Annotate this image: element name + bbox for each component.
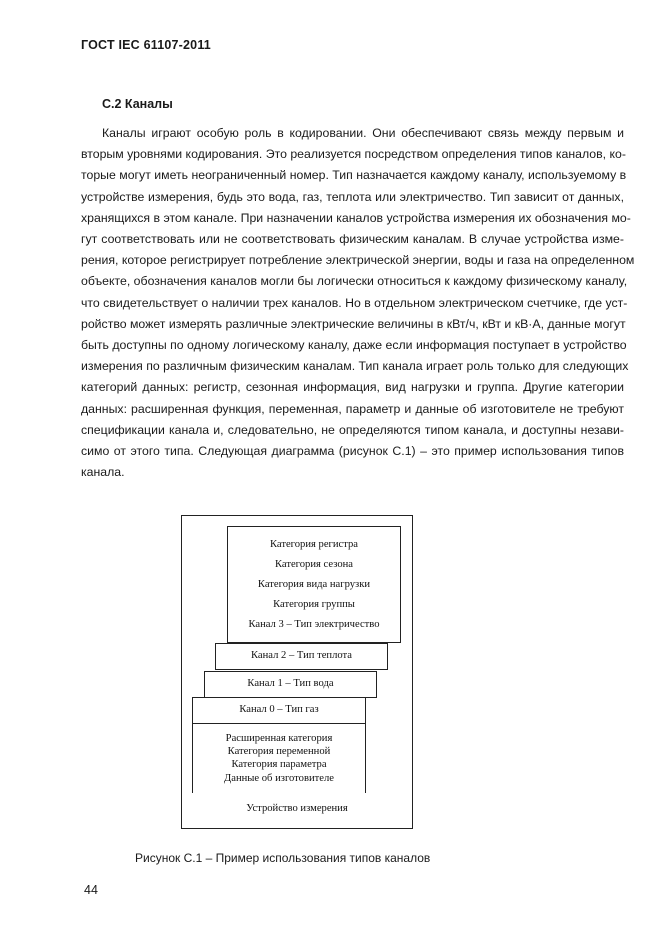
paragraph-line: Каналы играют особую роль в кодировании. Они обеспечивают связь между первым и — [102, 126, 624, 140]
paragraph-line: канала. — [81, 465, 125, 480]
extended-category-item: Категория переменной — [227, 746, 331, 758]
paragraph-line: симо от этого типа. Следующая диаграмма (рисунок C.1) – это пример использования типов — [81, 444, 624, 459]
paragraph-line: устройстве измерения, будь это вода, газ, теплота или электричество. Тип зависит от данных, — [81, 189, 624, 204]
extended-categories — [193, 732, 365, 785]
channel-3-categories — [228, 535, 400, 635]
paragraph-line: ройство может измерять различные электрические величины в кВт/ч, кВт и кВ·А, данные могут — [81, 316, 626, 331]
channel-3-label: Канал 3 – Тип электричество — [248, 619, 380, 630]
channel-0-box — [192, 697, 366, 793]
channel-3-box — [227, 526, 401, 643]
paragraph-line: что свидетельствует о наличии трех каналов. Но в отдельном электрическом счетчике, где уст- — [81, 295, 628, 310]
category-item: Категория сезона — [274, 559, 353, 570]
channel-2-box — [215, 643, 388, 670]
paragraph-line: измерения по различным физическим каналам. Тип канала играет роль только для следующих — [81, 359, 629, 374]
paragraph-line: гут соответствовать или не соответствовать физическим каналам. В случае устройства изме- — [81, 232, 624, 247]
channel-0-divider — [193, 723, 365, 724]
paragraph-line: данных: расширенная функция, переменная, параметр и данные об изготовителе не требуют — [81, 401, 624, 416]
paragraph-line: вторым уровнями кодирования. Это реализуется посредством определения типов каналов, ко- — [81, 147, 626, 162]
channel-1-box — [204, 671, 377, 698]
category-item: Категория группы — [273, 599, 355, 610]
channel-2-label: Канал 2 – Тип теплота — [250, 650, 353, 661]
extended-category-item: Категория параметра — [231, 759, 327, 771]
extended-category-item: Расширенная категория — [225, 733, 333, 744]
device-label: Устройство измерения — [246, 803, 348, 814]
channel-0-label: Канал 0 – Тип газ — [239, 704, 319, 715]
channel-diagram — [181, 515, 413, 829]
figure-caption: Рисунок C.1 – Пример использования типов каналов — [135, 851, 431, 865]
paragraph-line: торые могут иметь неограниченный номер. Тип назначается каждому каналу, используемому в — [81, 168, 627, 183]
paragraph-line: быть доступны по одному логическому каналу, даже если информация поступает в устройство — [81, 338, 627, 353]
paragraph-line: категорий данных: регистр, сезонная информация, вид нагрузки и группа. Другие категории — [81, 380, 624, 395]
category-item: Категория вида нагрузки — [257, 579, 371, 590]
document-header: ГОСТ IEC 61107-2011 — [81, 38, 211, 52]
body-paragraph — [81, 123, 635, 483]
page-number: 44 — [84, 883, 98, 897]
paragraph-line: хранящихся в этом канале. При назначении каналов устройства измерения их обозначения мо- — [81, 210, 631, 225]
paragraph-line: спецификации канала и, следовательно, не определяются типом канала, и доступны незави- — [81, 422, 624, 437]
paragraph-line: объекте, обозначения каналов могли бы логически относиться к каждому физическому каналу, — [81, 274, 628, 289]
channel-1-label: Канал 1 – Тип вода — [247, 678, 334, 689]
extended-category-item: Данные об изготовителе — [224, 772, 334, 784]
category-item: Категория регистра — [269, 539, 359, 550]
paragraph-line: рения, которое регистрирует потребление электрической энергии, воды и газа на определенном — [81, 253, 635, 268]
section-title: C.2 Каналы — [102, 97, 173, 111]
